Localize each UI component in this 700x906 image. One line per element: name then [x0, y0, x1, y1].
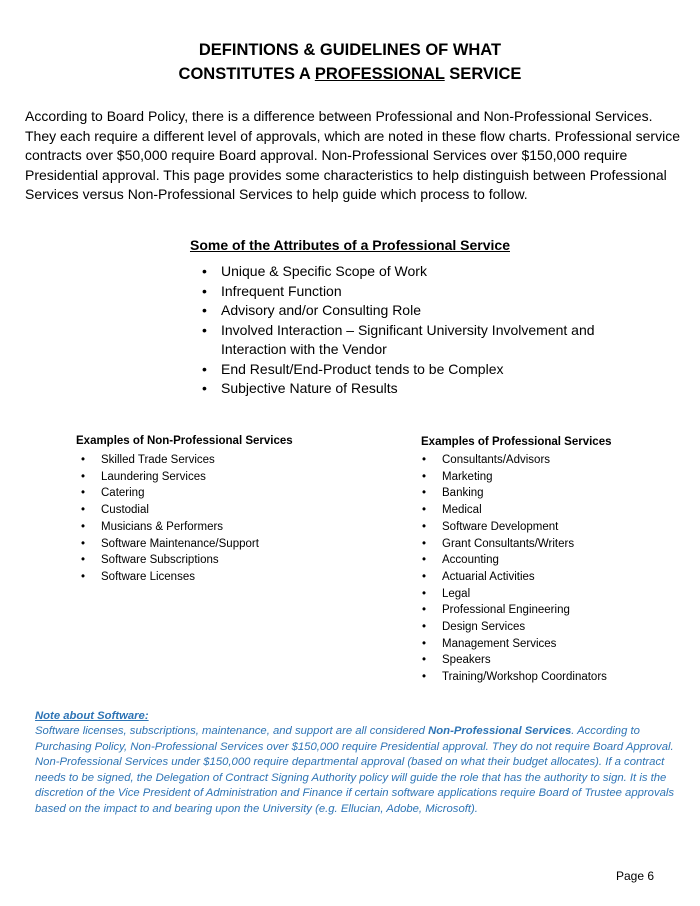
professional-item: • Design Services — [419, 619, 607, 636]
professional-item: • Marketing — [419, 469, 607, 486]
professional-item: • Management Services — [419, 636, 607, 653]
non-professional-item: • Software Licenses — [78, 569, 259, 586]
non-professional-item: • Software Maintenance/Support — [78, 536, 259, 553]
title-line-1: DEFINTIONS & GUIDELINES OF WHAT — [198, 41, 502, 59]
attribute-item: • Infrequent Function — [200, 282, 620, 302]
non-professional-item: • Laundering Services — [78, 469, 259, 486]
professional-item: • Actuarial Activities — [419, 569, 607, 586]
software-note-text-before: Software licenses, subscriptions, maintenance, and support are all considered — [35, 725, 429, 737]
professional-item: • Training/Workshop Coordinators — [419, 669, 607, 686]
attribute-item: • End Result/End-Product tends to be Complex — [200, 360, 620, 380]
professional-item: • Accounting — [419, 552, 607, 569]
non-professional-heading: Examples of Non-Professional Services — [76, 435, 293, 447]
non-professional-item: • Skilled Trade Services — [78, 452, 259, 469]
professional-item: • Legal — [419, 586, 607, 603]
non-professional-item: • Catering — [78, 485, 259, 502]
software-note-emphasis: Non-Professional Services — [428, 725, 572, 737]
title-line-2-post: SERVICE — [444, 65, 522, 83]
software-note — [35, 724, 675, 818]
professional-list — [419, 452, 607, 686]
attribute-item: • Subjective Nature of Results — [200, 379, 620, 399]
intro-paragraph: According to Board Policy, there is a difference between Professional and Non-Professional Services. They each require a different level of approvals, which are noted in these flow charts. Professional service contracts over $50,000 require Board approval. Non-Professional Services over $150,000 require Presidential approval. This page provides some characteristics to help distinguish between Professional Services versus Non-Professional Services to help guide which process to follow. — [25, 108, 680, 202]
attribute-item: • Unique & Specific Scope of Work — [200, 262, 620, 282]
professional-item: • Consultants/Advisors — [419, 452, 607, 469]
page-number: Page 6 — [616, 869, 655, 883]
attributes-list — [200, 262, 620, 399]
attributes-heading: Some of the Attributes of a Professional Service — [189, 237, 510, 253]
professional-heading: Examples of Professional Services — [421, 436, 612, 448]
attribute-item: • Advisory and/or Consulting Role — [200, 301, 620, 321]
software-note-heading: Note about Software: — [35, 710, 149, 722]
non-professional-item: • Custodial — [78, 502, 259, 519]
professional-item: • Software Development — [419, 519, 607, 536]
title-line-2-pre: CONSTITUTES A — [178, 65, 315, 83]
non-professional-item: • Musicians & Performers — [78, 519, 259, 536]
software-note-text-after: . According to Purchasing Policy, Non-Professional Services over $150,000 require Presidential approval. They do not require Board Approval. Non-Professional Services under $150,000 require departmental approval (based on what their budget allocates). If a contract needs to be signed, the Delegation of Contract Signing Authority policy will guide the role that has the authority to sign. It is the discretion of the Vice President of Administration and Finance if certain software applications require Board of Trustee approvals based on the impact to and bearing upon the University (e.g. Ellucian, Adobe, Microsoft). — [35, 725, 675, 815]
title-line-2-emphasis: PROFESSIONAL — [314, 65, 445, 83]
page-title — [0, 38, 700, 86]
professional-item: • Medical — [419, 502, 607, 519]
professional-item: • Professional Engineering — [419, 602, 607, 619]
professional-item: • Grant Consultants/Writers — [419, 536, 607, 553]
professional-item: • Speakers — [419, 652, 607, 669]
professional-item: • Banking — [419, 485, 607, 502]
non-professional-list — [78, 452, 259, 586]
title-line-2 — [0, 62, 700, 86]
non-professional-item: • Software Subscriptions — [78, 552, 259, 569]
attribute-item: • Involved Interaction – Significant University Involvement and Interaction with the Vendor — [200, 321, 620, 360]
